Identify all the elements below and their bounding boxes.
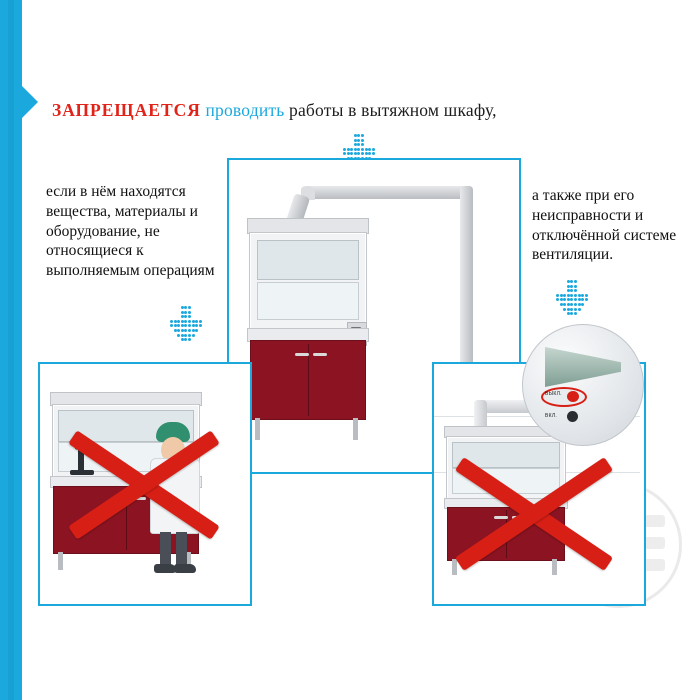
down-arrow-icon-left — [170, 306, 204, 346]
title-forbidden-word: ЗАПРЕЩАЕТСЯ — [52, 100, 201, 120]
title-rest: работы в вытяжном шкафу, — [289, 100, 497, 120]
fume-hood — [247, 218, 367, 444]
hood-leg — [255, 418, 260, 440]
switch-on-dot[interactable] — [567, 411, 578, 422]
rail-inner-stripe — [8, 0, 14, 700]
duct-horizontal — [301, 186, 473, 199]
switch-off-dot — [567, 391, 579, 402]
panel-ventilation-off — [432, 362, 646, 606]
title-action-word: проводить — [205, 100, 285, 120]
switch-on-label: ВКЛ. — [545, 413, 558, 419]
hood-leg — [353, 418, 358, 440]
down-arrow-icon-right — [556, 280, 590, 320]
prohibition-x-mark — [444, 434, 624, 594]
left-caption-text: если в нём находятся вещества, материалы и оборудование, не относящиеся к выполняемым операциям — [46, 183, 215, 280]
funnel-icon — [545, 347, 621, 387]
left-accent-rail — [0, 0, 22, 700]
rail-notch — [22, 86, 38, 118]
hood-sash-upper — [257, 240, 359, 280]
panel-foreign-equipment — [38, 362, 252, 606]
prohibition-x-mark — [58, 400, 230, 570]
hood-sash-lower — [257, 282, 359, 320]
switch-off-label: ВЫКЛ. — [545, 391, 562, 397]
hood-cabinet — [250, 340, 366, 420]
page-title — [52, 100, 497, 121]
switch-off-indicator[interactable] — [541, 387, 587, 407]
right-caption-text: а также при его неисправности и отключённой системе вентиляции. — [532, 187, 677, 264]
ventilation-switch-callout — [522, 324, 644, 446]
